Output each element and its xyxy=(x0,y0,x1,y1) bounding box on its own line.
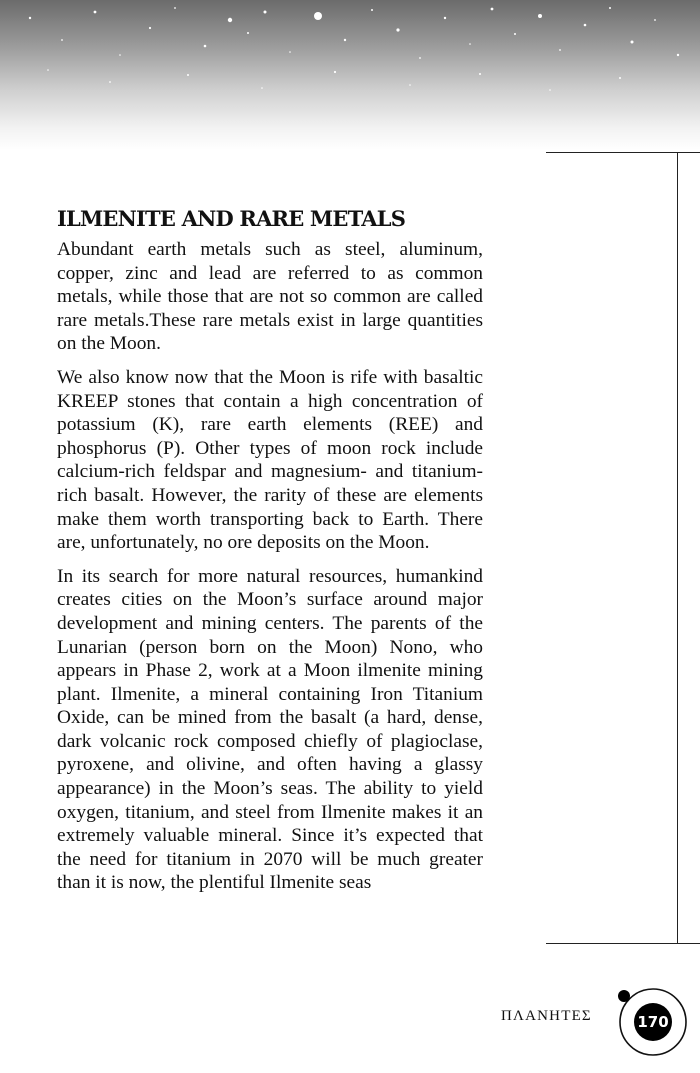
article-paragraph-1: Abundant earth metals such as steel, aluminum, copper, zinc and lead are referred to as common metals, while those that are not so common are called rare metals.These rare metals exist in large quantities on the Moon. xyxy=(57,239,483,355)
article-paragraph-3: In its search for more natural resources, humankind creates cities on the Moon’s surface around major development and mining centers. The parents of the Lunarian (person born on the Moon) Nono, who appears in Phase 2, work at a Moon ilmenite mining plant. Ilmenite, a mineral containing Iron Titanium Oxide, can be mined from the basalt (a hard, dense, dark volcanic rock composed chiefly of plagioclase, pyroxene, and olivine, and often having a glassy appearance) in the Moon’s seas. The ability to yield oxygen, titanium, and steel from Ilmenite makes it an extremely valuable mineral. Since it’s expected that the need for titanium in 2070 will be much greater than it is now, the plentiful Ilmenite seas xyxy=(57,565,483,894)
article-title: ILMENITE AND RARE METALS xyxy=(57,206,406,231)
starfield-decoration xyxy=(0,0,700,150)
footer-section-label: ΠΛΑΝΗΤΕΣ xyxy=(501,1008,592,1024)
page-number-badge: 170 xyxy=(634,1003,672,1041)
starfield-header xyxy=(0,0,700,150)
side-column-divider xyxy=(677,153,678,943)
side-column-frame xyxy=(546,152,700,944)
article-paragraph-2: We also know now that the Moon is rife with basaltic KREEP stones that contain a high concentration of potassium (K), rare earth elements (REE) and phosphorus (P). Other types of moon rock include calcium-rich feldspar and magnesium- and titanium-rich basalt. However, the rarity of these are elements make them worth transporting back to Earth. There are, unfortunately, no ore deposits on the Moon. xyxy=(57,366,483,554)
article xyxy=(57,205,483,905)
